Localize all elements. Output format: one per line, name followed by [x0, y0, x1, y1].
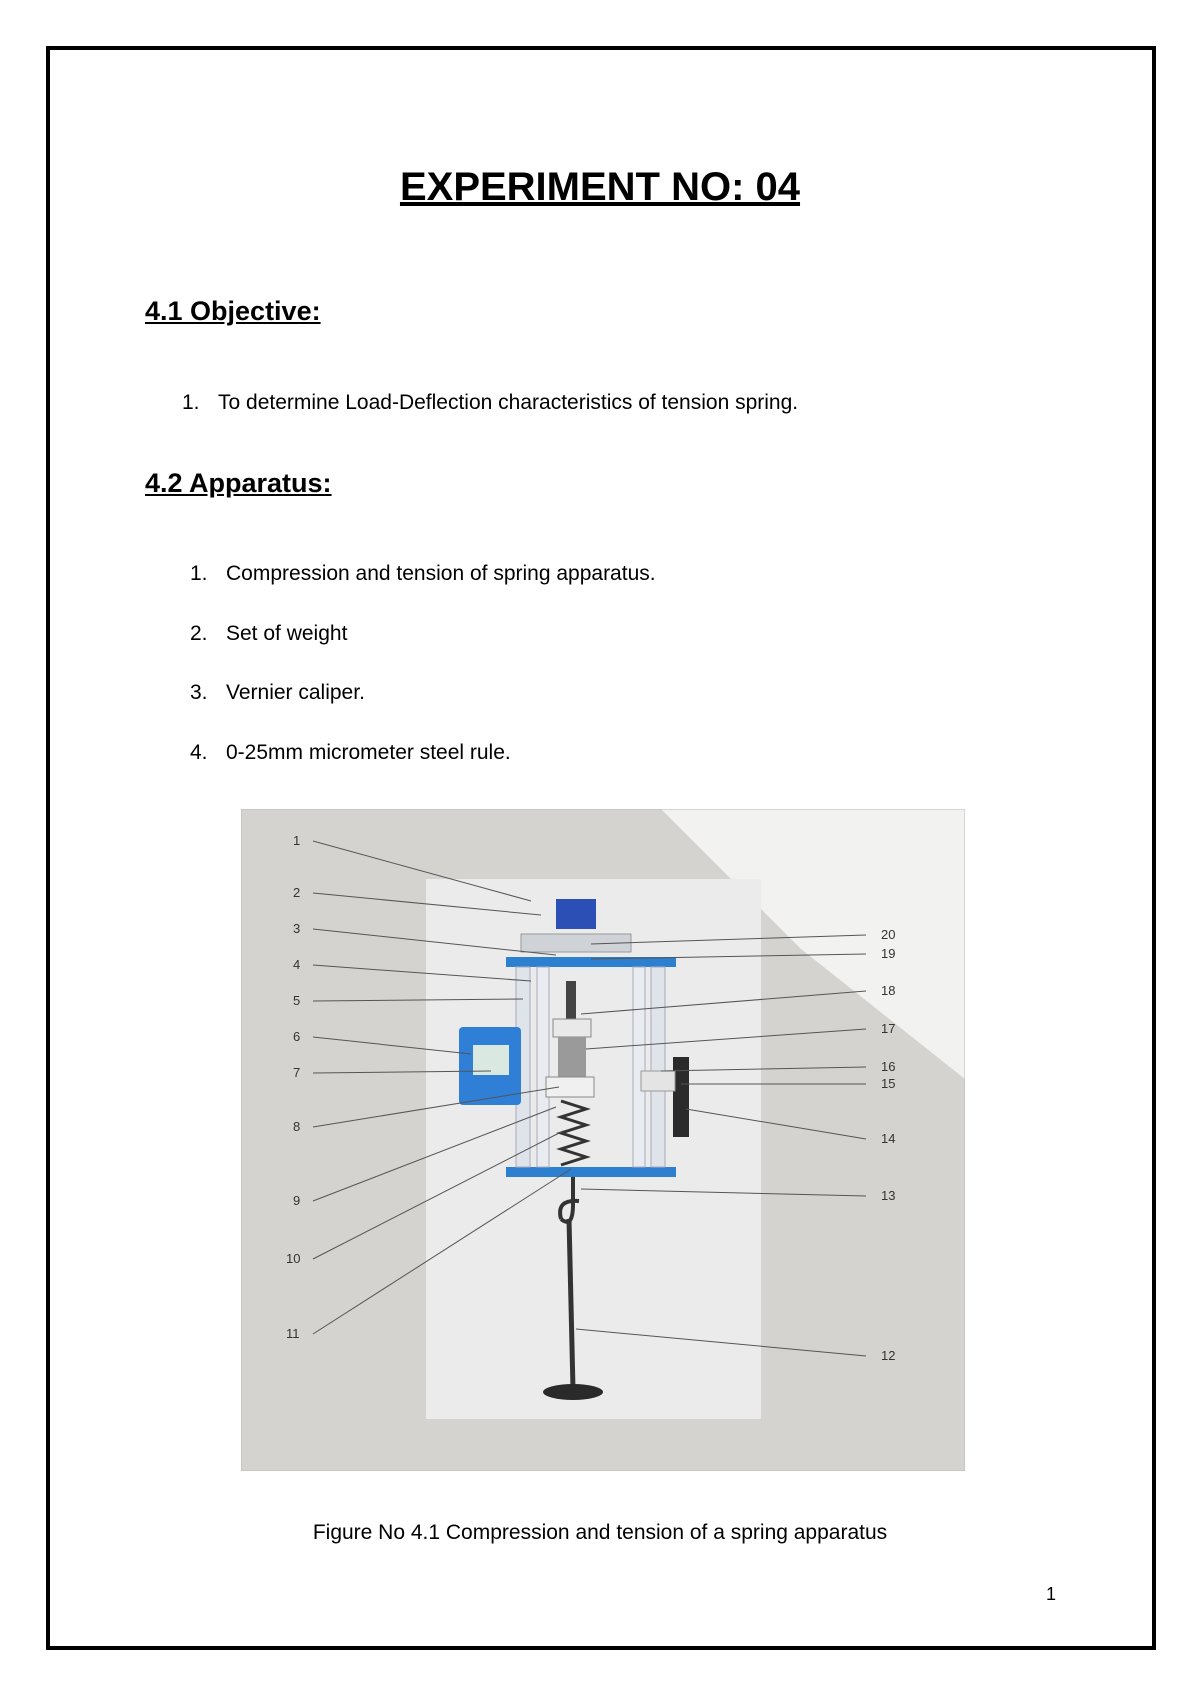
callout-label: 20	[881, 927, 896, 942]
item-text: Compression and tension of spring apparatus.	[226, 562, 656, 585]
item-number: 3.	[190, 681, 208, 704]
callout-label: 12	[881, 1348, 896, 1363]
page-title: EXPERIMENT NO: 04	[399, 165, 801, 209]
apparatus-heading: 4.2 Apparatus:	[145, 468, 332, 498]
callout-label: 1	[293, 833, 301, 848]
item-text: Set of weight	[226, 622, 348, 645]
callout-label: 10	[286, 1251, 301, 1266]
callout-label: 15	[881, 1076, 896, 1091]
callout-label: 19	[881, 946, 896, 961]
apparatus-item	[190, 562, 656, 586]
figure-caption: Figure No 4.1 Compression and tension of a spring apparatus	[312, 1521, 888, 1544]
callout-label: 11	[286, 1326, 300, 1341]
apparatus-figure	[241, 809, 965, 1471]
apparatus-item	[190, 622, 347, 646]
callout-label: 9	[293, 1193, 301, 1208]
callout-label: 4	[293, 957, 301, 972]
callout-label: 17	[881, 1021, 896, 1036]
apparatus-item	[190, 681, 365, 705]
page-number: 1	[1046, 1584, 1057, 1604]
callout-label: 13	[881, 1188, 896, 1203]
item-number: 4.	[190, 741, 208, 764]
callout-label: 14	[881, 1131, 896, 1146]
item-text: 0-25mm micrometer steel rule.	[226, 741, 511, 764]
callout-label: 16	[881, 1059, 896, 1074]
callout-label: 3	[293, 921, 301, 936]
callout-label: 7	[293, 1065, 301, 1080]
item-text: To determine Load-Deflection characteristics of tension spring.	[218, 391, 799, 414]
callout-label: 18	[881, 983, 896, 998]
callout-label: 5	[293, 993, 301, 1008]
item-number: 2.	[190, 622, 208, 645]
objective-item	[182, 391, 798, 415]
item-number: 1.	[190, 562, 208, 585]
item-text: Vernier caliper.	[226, 681, 365, 704]
callout-label: 8	[293, 1119, 301, 1134]
objective-heading: 4.1 Objective:	[145, 296, 321, 326]
apparatus-illustration	[241, 809, 965, 1471]
callout-label: 6	[293, 1029, 301, 1044]
item-number: 1.	[182, 391, 200, 414]
callout-label: 2	[293, 885, 301, 900]
apparatus-item	[190, 741, 511, 765]
